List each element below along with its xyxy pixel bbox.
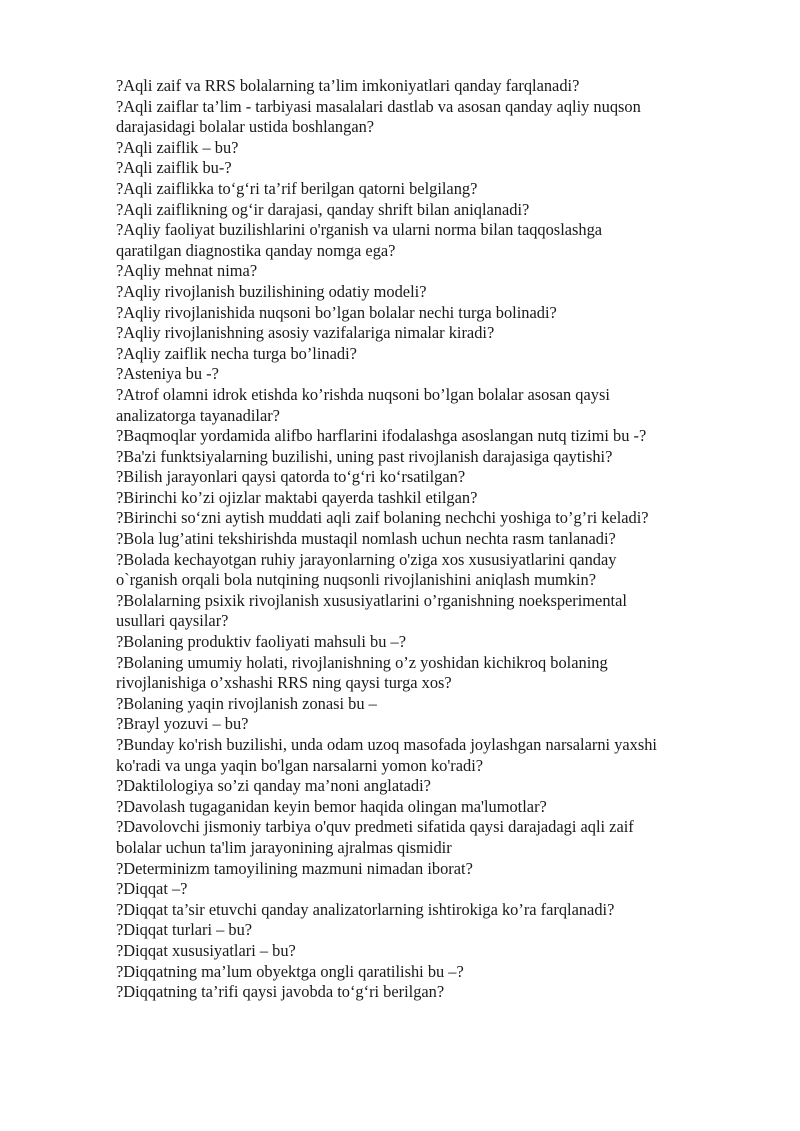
text-line: darajasidagi bolalar ustida boshlangan? <box>116 117 375 137</box>
text-line: ?Aqli zaiflikka to‘g‘ri ta’rif berilgan qatorni belgilang? <box>116 178 478 198</box>
text-line: ?Ba'zi funktsiyalarning buzilishi, uning past rivojlanish darajasiga qaytishi? <box>116 446 613 466</box>
text-line: ?Diqqat ta’sir etuvchi qanday analizatorlarning ishtirokiga ko’ra farqlanadi? <box>116 899 615 919</box>
text-line: ?Birinchi so‘zni aytish muddati aqli zaif bolaning nechchi yoshiga to’g’ri keladi? <box>116 508 649 528</box>
text-line: analizatorga tayanadilar? <box>116 405 280 425</box>
text-line: ?Bola lug’atini tekshirishda mustaqil nomlash uchun nechta rasm tanlanadi? <box>116 529 616 549</box>
text-line: ?Brayl yozuvi – bu? <box>116 714 249 734</box>
text-line: ?Birinchi ko’zi ojizlar maktabi qayerda tashkil etilgan? <box>116 487 478 507</box>
text-line: ?Davolovchi jismoniy tarbiya o'quv predmeti sifatida qaysi darajadagi aqli zaif <box>116 817 634 837</box>
text-line: usullari qaysilar? <box>116 611 229 631</box>
text-line: ?Diqqatning ta’rifi qaysi javobda to‘g‘ri berilgan? <box>116 982 445 1002</box>
text-line: ?Bolaning umumiy holati, rivojlanishning o’z yoshidan kichikroq bolaning <box>116 652 608 672</box>
text-line: ?Aqliy rivojlanishning asosiy vazifalariga nimalar kiradi? <box>116 323 495 343</box>
text-line: ?Daktilologiya so’zi qanday ma’noni anglatadi? <box>116 776 431 796</box>
text-line: ?Aqliy mehnat nima? <box>116 261 258 281</box>
text-line: ?Diqqatning ma’lum obyektga ongli qaratilishi bu –? <box>116 961 464 981</box>
text-line: ?Aqli zaiflar ta’lim - tarbiyasi masalalari dastlab va asosan qanday aqliy nuqson <box>116 96 641 116</box>
text-line: ?Asteniya bu -? <box>116 364 219 384</box>
text-line: ?Aqli zaiflik bu-? <box>116 158 232 178</box>
text-line: ?Determinizm tamoyilining mazmuni nimadan iborat? <box>116 858 473 878</box>
text-line: ?Bunday ko'rish buzilishi, unda odam uzoq masofada joylashgan narsalarni yaxshi <box>116 735 657 754</box>
text-line: qaratilgan diagnostika qanday nomga ega? <box>116 240 396 260</box>
text-line: ?Aqliy rivojlanish buzilishining odatiy modeli? <box>116 281 427 301</box>
text-line: ?Atrof olamni idrok etishda ko’rishda nuqsoni bo’lgan bolalar asosan qaysi <box>116 384 610 404</box>
text-line: ?Diqqat xususiyatlari – bu? <box>116 940 296 960</box>
text-line: ko'radi va unga yaqin bo'lgan narsalarni yomon ko'radi? <box>116 755 484 775</box>
text-line: o`rganish orqali bola nutqining nuqsonli rivojlanishini aniqlash mumkin? <box>116 570 596 590</box>
text-line: ?Bolaning yaqin rivojlanish zonasi bu – <box>116 693 377 713</box>
text-line: ?Diqqat turlari – bu? <box>116 920 253 940</box>
text-line: ?Diqqat –? <box>116 879 188 899</box>
text-line: ?Bolada kechayotgan ruhiy jarayonlarning o'ziga xos xususiyatlarini qanday <box>116 549 617 569</box>
text-line: ?Bolalarning psixik rivojlanish xususiyatlarini o’rganishning noeksperimental <box>116 590 627 610</box>
text-line: rivojlanishiga o’xshashi RRS ning qaysi turga xos? <box>116 673 452 693</box>
text-line: ?Baqmoqlar yordamida alifbo harflarini ifodalashga asoslangan nutq tizimi bu -? <box>116 426 647 446</box>
text-line: ?Aqli zaiflik – bu? <box>116 137 239 157</box>
text-line: ?Aqliy faoliyat buzilishlarini o'rganish va ularni norma bilan taqqoslashga <box>116 220 603 240</box>
text-line: ?Aqliy rivojlanishida nuqsoni bo’lgan bolalar nechi turga bolinadi? <box>116 302 557 322</box>
text-line: ?Bilish jarayonlari qaysi qatorda to‘g‘ri ko‘rsatilgan? <box>116 467 466 487</box>
text-line: ?Aqliy zaiflik necha turga bo’linadi? <box>116 343 357 363</box>
text-line: ?Aqli zaiflikning og‘ir darajasi, qanday shrift bilan aniqlanadi? <box>116 199 530 219</box>
question-list <box>116 76 756 1003</box>
text-line: ?Aqli zaif va RRS bolalarning ta’lim imkoniyatlari qanday farqlanadi? <box>116 76 580 95</box>
text-line: ?Bolaning produktiv faoliyati mahsuli bu –? <box>116 632 406 652</box>
text-line: ?Davolash tugaganidan keyin bemor haqida olingan ma'lumotlar? <box>116 796 547 816</box>
text-line: bolalar uchun ta'lim jarayonining ajralmas qismidir <box>116 837 452 857</box>
